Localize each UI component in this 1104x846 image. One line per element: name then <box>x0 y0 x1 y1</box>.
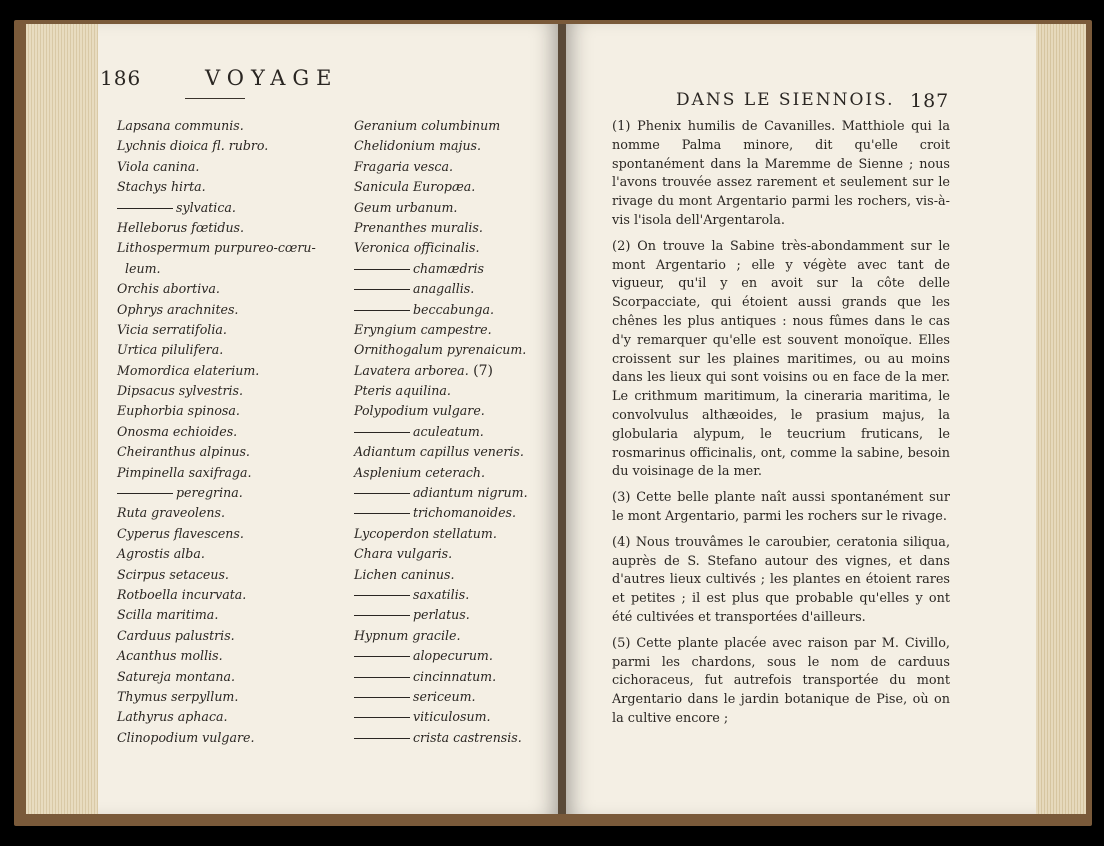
plant-list-item <box>117 646 316 666</box>
plant-list-item <box>117 320 316 340</box>
plant-list-item <box>117 136 316 156</box>
plant-list-item <box>117 565 316 585</box>
plant-name: Acanthus mollis. <box>117 648 223 664</box>
plant-list-item <box>117 544 316 564</box>
plant-name: Thymus serpyllum. <box>117 688 239 704</box>
ditto-dash <box>354 615 410 616</box>
plant-name: leum. <box>125 260 161 276</box>
plant-name: anagallis. <box>413 281 475 297</box>
plant-list-item <box>117 198 316 218</box>
plant-list-item <box>117 340 316 360</box>
ditto-dash <box>354 595 410 596</box>
plant-name: trichomanoides. <box>413 505 517 521</box>
plant-list-item <box>354 238 528 258</box>
footnote-number: (1) <box>612 119 638 134</box>
ditto-dash <box>354 289 410 290</box>
plant-list-item <box>117 238 316 258</box>
plant-list-item <box>354 463 528 483</box>
plant-list-item <box>354 626 528 646</box>
plant-list-item <box>354 442 528 462</box>
plant-name: Sanicula Europæa. <box>354 179 476 195</box>
plant-name: Ornithogalum pyrenaicum. <box>354 342 527 358</box>
page-edges-left <box>26 24 106 814</box>
plant-name: perlatus. <box>413 607 470 623</box>
plant-name: Rotboella incurvata. <box>117 586 247 602</box>
plant-name: Geranium columbinum <box>354 118 501 133</box>
left-head-rule <box>185 98 245 99</box>
plant-name: aculeatum. <box>413 423 484 439</box>
plant-name: Ruta graveolens. <box>117 505 225 521</box>
right-page-number: 187 <box>910 90 950 112</box>
plant-list-item <box>354 728 528 748</box>
plant-name: Geum urbanum. <box>354 199 458 215</box>
ditto-dash <box>117 493 173 494</box>
plant-name: Onosma echioides. <box>117 423 238 439</box>
plant-list-item <box>117 361 316 381</box>
plant-name: Urtica pilulifera. <box>117 342 224 358</box>
ditto-dash <box>354 697 410 698</box>
plant-list-item <box>117 401 316 421</box>
plant-name: Momordica elaterium. <box>117 362 260 378</box>
plant-list-item <box>354 320 528 340</box>
plant-name: Hypnum gracile. <box>354 627 461 643</box>
plant-name: alopecurum. <box>413 648 493 664</box>
plant-list-item <box>117 687 316 707</box>
plant-list-item <box>117 116 316 136</box>
plant-list-item <box>117 259 316 279</box>
note-reference: (7) <box>468 362 493 379</box>
plant-name: Cheiranthus alpinus. <box>117 444 250 460</box>
plant-list-item <box>117 279 316 299</box>
plant-name: Viola canina. <box>117 158 200 174</box>
plant-name: Asplenium ceterach. <box>354 464 486 480</box>
footnote-text: Cette plante placée avec raison par M. Civillo, parmi les chardons, sous le nom de carduus cichoraceus, fut autrefois transportée du mont Argentario dans le jardin botanique de Pise, où on la cultive encore ; <box>612 635 950 726</box>
plant-list-item <box>354 401 528 421</box>
footnote <box>612 635 950 729</box>
plant-list-item <box>354 565 528 585</box>
plant-list-column-2 <box>354 116 528 748</box>
footnote-text: Nous trouvâmes le caroubier, ceratonia siliqua, auprès de S. Stefano autour des vignes, et dans d'autres lieux cultivés ; les plantes en étoient rares et petites ; il est plus que probable qu'elles y ont été cultivées et transportées d'ailleurs. <box>612 534 951 625</box>
plant-list-item <box>354 605 528 625</box>
ditto-dash <box>354 493 410 494</box>
plant-name: Eryngium campestre. <box>354 321 492 337</box>
footnote-number: (3) <box>612 490 637 506</box>
plant-list-item <box>354 300 528 320</box>
plant-list-item <box>354 381 528 401</box>
plant-list-item <box>117 463 316 483</box>
ditto-dash <box>354 269 410 270</box>
plant-list-item <box>354 136 528 156</box>
plant-list-item <box>354 157 528 177</box>
plant-name: Cyperus flavescens. <box>117 525 244 541</box>
plant-name: Prenanthes muralis. <box>354 219 483 235</box>
plant-list-item <box>354 177 528 197</box>
plant-list-item <box>354 483 528 503</box>
ditto-dash <box>354 513 410 514</box>
plant-name: chamædris <box>413 260 485 276</box>
plant-name: adiantum nigrum. <box>413 485 528 501</box>
plant-list-item <box>117 667 316 687</box>
plant-list-item <box>117 524 316 544</box>
plant-name: Satureja montana. <box>117 668 236 684</box>
plant-name: Helleborus fœtidus. <box>117 219 245 235</box>
ditto-dash <box>354 656 410 657</box>
plant-name: Stachys hirta. <box>117 179 206 195</box>
plant-name: Veronica officinalis. <box>354 240 480 256</box>
plant-name: Lychnis dioica fl. rubro. <box>117 138 269 154</box>
plant-list-item <box>354 361 528 381</box>
plant-list-item <box>117 605 316 625</box>
page-edges-right <box>1030 24 1086 814</box>
plant-name: Lapsana communis. <box>117 118 244 133</box>
footnote <box>612 238 950 482</box>
plant-list-item <box>117 157 316 177</box>
plant-list-item <box>117 585 316 605</box>
ditto-dash <box>354 717 410 718</box>
footnote-number: (4) <box>612 534 636 550</box>
plant-list-item <box>117 218 316 238</box>
plant-list-item <box>354 422 528 442</box>
right-running-title: DANS LE SIENNOIS. <box>676 90 895 110</box>
plant-list-item <box>117 503 316 523</box>
footnote-number: (5) <box>612 635 637 651</box>
plant-list-item <box>354 259 528 279</box>
plant-name: Scilla maritima. <box>117 607 219 623</box>
plant-name: Vicia serratifolia. <box>117 321 227 337</box>
footnote <box>612 118 950 231</box>
plant-list-item <box>354 503 528 523</box>
plant-name: sericeum. <box>413 688 476 704</box>
book-gutter <box>558 24 566 814</box>
footnotes <box>612 118 950 736</box>
plant-name: Chara vulgaris. <box>354 546 453 562</box>
footnote <box>612 489 950 527</box>
ditto-dash <box>354 677 410 678</box>
plant-name: Ophrys arachnites. <box>117 301 239 317</box>
plant-name: cincinnatum. <box>413 668 497 684</box>
plant-name: peregrina. <box>176 485 243 501</box>
plant-list-item <box>354 707 528 727</box>
plant-name: viticulosum. <box>413 709 491 725</box>
plant-name: Polypodium vulgare. <box>354 403 485 419</box>
plant-list-item <box>354 116 528 136</box>
plant-name: Pimpinella saxifraga. <box>117 464 252 480</box>
plant-name: Dipsacus sylvestris. <box>117 383 243 399</box>
plant-list-item <box>354 646 528 666</box>
plant-list-item <box>354 218 528 238</box>
plant-list-item <box>117 626 316 646</box>
plant-list-item <box>117 483 316 503</box>
left-page-number: 186 <box>100 66 142 90</box>
footnote-text: On trouve la Sabine très-abondamment sur le mont Argentario ; elle y végète avec tant de vigueur, qu'il y en avoit sur la côte delle Scorpacciate, qui étoient aussi grands que les chênes les plus antiques : nous fûmes dans le cas d'y remarquer qu'elle est souvent monoïque. Elles croissent sur les plaines maritimes, ou au moins dans les lieux qui sont voisins ou en face de la mer. Le crithmum maritimum, la cineraria maritima, le convolvulus althæoides, le prasium majus, la globularia alypum, le teucrium fruticans, le rosmarinus officinalis, ont, comme la sabine, besoin du voisinage de la mer. <box>612 238 951 480</box>
plant-list-item <box>117 728 316 748</box>
plant-name: saxatilis. <box>413 586 470 602</box>
footnote-number: (2) <box>612 238 638 254</box>
plant-name: crista castrensis. <box>413 729 522 745</box>
plant-list-item <box>117 422 316 442</box>
plant-name: Euphorbia spinosa. <box>117 403 240 419</box>
plant-name: Lithospermum purpureo-cœru- <box>117 240 316 256</box>
plant-list-item <box>354 279 528 299</box>
plant-list-item <box>354 544 528 564</box>
plant-name: Lavatera arborea. <box>354 362 469 378</box>
plant-name: Chelidonium majus. <box>354 138 482 154</box>
plant-name: sylvatica. <box>176 199 236 215</box>
plant-list-item <box>354 340 528 360</box>
footnote-text: Phenix humilis de Cavanilles. Matthiole qui la nomme Palma minore, dit qu'elle croit spontanément dans la Maremme de Sienne ; nous l'avons trouvée assez rarement et seulement sur le rivage du mont Argentario parmi les rochers, vis-à-vis l'isola dell'Argentarola. <box>612 119 951 228</box>
plant-list-item <box>117 707 316 727</box>
plant-name: Clinopodium vulgare. <box>117 729 255 745</box>
plant-name: Lichen caninus. <box>354 566 455 582</box>
plant-list-item <box>117 300 316 320</box>
plant-name: Orchis abortiva. <box>117 281 220 297</box>
plant-name: Agrostis alba. <box>117 546 205 562</box>
plant-list-item <box>354 198 528 218</box>
plant-name: Fragaria vesca. <box>354 158 453 174</box>
plant-list-item <box>354 667 528 687</box>
plant-name: Lycoperdon stellatum. <box>354 525 497 541</box>
plant-list-item <box>354 585 528 605</box>
plant-name: Pteris aquilina. <box>354 383 451 399</box>
plant-list-item <box>354 524 528 544</box>
plant-list-item <box>354 687 528 707</box>
footnote <box>612 534 950 628</box>
plant-name: Lathyrus aphaca. <box>117 709 228 725</box>
left-running-title: VOYAGE <box>205 66 339 90</box>
footnote-text: Cette belle plante naît aussi spontanément sur le mont Argentario, parmi les rochers sur le rivage. <box>612 490 950 524</box>
plant-name: Adiantum capillus veneris. <box>354 444 524 460</box>
plant-list-column-1 <box>117 116 316 748</box>
plant-list-item <box>117 177 316 197</box>
plant-list-item <box>117 442 316 462</box>
plant-name: Scirpus setaceus. <box>117 566 229 582</box>
plant-name: beccabunga. <box>413 301 494 317</box>
plant-list-item <box>117 381 316 401</box>
ditto-dash <box>354 738 410 739</box>
plant-name: Carduus palustris. <box>117 627 235 643</box>
ditto-dash <box>354 310 410 311</box>
ditto-dash <box>117 208 173 209</box>
ditto-dash <box>354 432 410 433</box>
